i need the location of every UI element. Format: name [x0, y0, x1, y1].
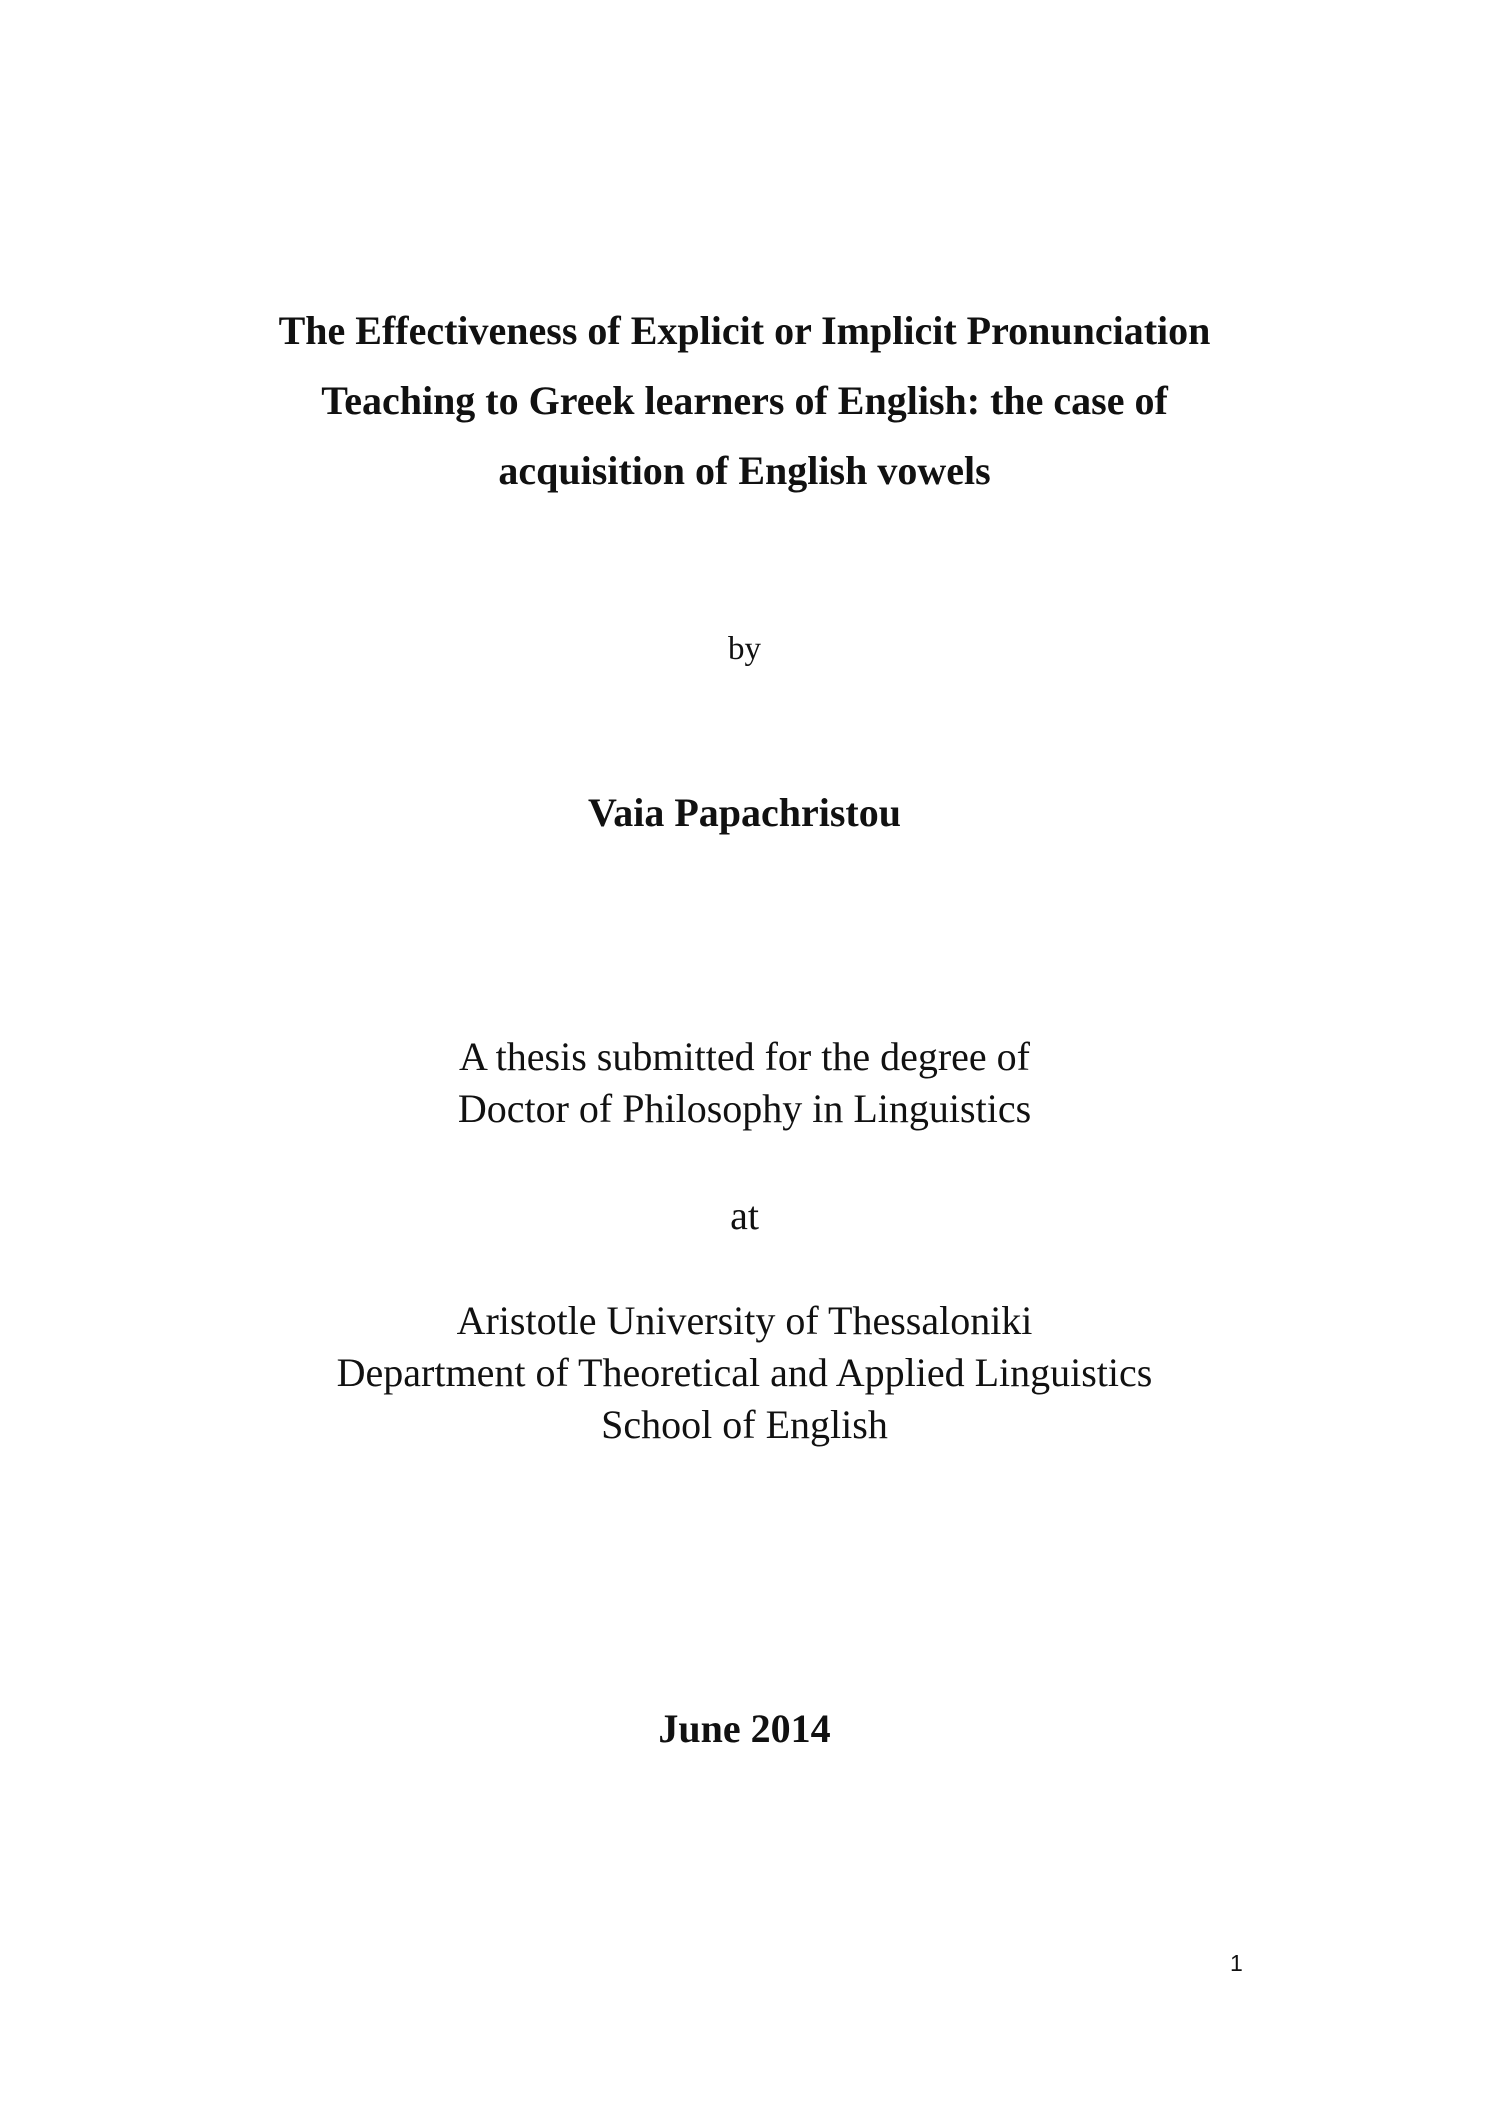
by-label: by [728, 631, 761, 667]
title-line-1: The Effectiveness of Explicit or Implicit Pronunciation [278, 308, 1211, 353]
author-name: Vaia Papachristou [587, 790, 901, 835]
institution-school: School of English [601, 1402, 888, 1447]
at-label: at [730, 1193, 759, 1238]
institution-department: Department of Theoretical and Applied Linguistics [336, 1350, 1153, 1395]
title-line-2: Teaching to Greek learners of English: the case of [321, 378, 1168, 423]
title-line-3: acquisition of English vowels [498, 448, 991, 493]
page-number: 1 [1230, 1950, 1243, 1976]
degree-line-2: Doctor of Philosophy in Linguistics [457, 1086, 1032, 1131]
institution-university: Aristotle University of Thessaloniki [456, 1298, 1033, 1343]
submission-date: June 2014 [658, 1706, 831, 1751]
degree-line-1: A thesis submitted for the degree of [459, 1034, 1030, 1079]
